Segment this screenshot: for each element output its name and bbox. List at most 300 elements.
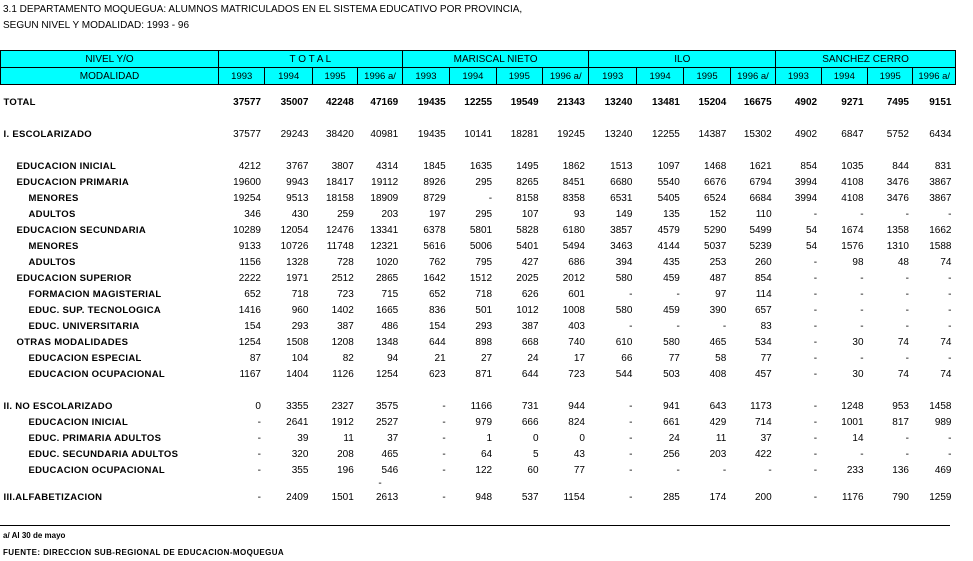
- table-cell: 469: [934, 464, 952, 476]
- table-cell: 0: [255, 400, 261, 412]
- table-cell: 3994: [794, 176, 818, 188]
- table-cell: 74: [940, 336, 952, 348]
- table-cell: 723: [337, 288, 354, 300]
- table-cell: 14387: [698, 128, 727, 140]
- table-cell: 2512: [331, 272, 354, 284]
- table-cell: -: [813, 336, 818, 348]
- table-cell: 831: [934, 160, 952, 172]
- table-subtitle: SEGUN NIVEL Y MODALIDAD: 1993 - 96: [3, 20, 190, 31]
- table-cell: 233: [846, 464, 864, 476]
- table-cell: 652: [428, 288, 446, 300]
- table-cell: -: [676, 464, 680, 476]
- row-label: EDUCACION PRIMARIA: [16, 176, 130, 188]
- header-group-ilo: ILO: [589, 51, 776, 68]
- table-cell: -: [948, 272, 952, 284]
- table-cell: 844: [892, 160, 909, 172]
- table-cell: -: [813, 304, 818, 316]
- table-cell: 136: [892, 464, 909, 476]
- table-cell: 6680: [610, 176, 633, 188]
- table-cell: 11748: [326, 240, 354, 252]
- table-cell: 4314: [375, 160, 399, 172]
- table-cell: 643: [709, 400, 727, 412]
- table-cell: -: [676, 288, 680, 300]
- table-cell: 6524: [704, 192, 727, 204]
- table-cell: -: [905, 272, 909, 284]
- table-row: [1, 206, 956, 222]
- table-cell: 5037: [704, 240, 727, 252]
- table-cell: 8158: [516, 192, 539, 204]
- table-cell: 77: [760, 352, 772, 364]
- table-row: [1, 254, 956, 270]
- table-cell: 1512: [469, 272, 493, 284]
- table-cell: 394: [615, 256, 633, 268]
- row-label: EDUCACION OCUPACIONAL: [28, 464, 165, 476]
- table-cell: 12255: [652, 128, 680, 140]
- table-cell: -: [813, 416, 818, 428]
- table-cell: -: [905, 208, 909, 220]
- table-cell: 898: [475, 336, 493, 348]
- table-cell: 387: [337, 320, 354, 332]
- header-year: 1995: [868, 68, 913, 85]
- table-row: [1, 126, 956, 142]
- table-cell: 4108: [841, 176, 864, 188]
- table-cell: 668: [521, 336, 539, 348]
- table-row: [1, 366, 956, 382]
- table-cell: -: [905, 304, 909, 316]
- table-cell: -: [905, 288, 909, 300]
- header-year: 1993: [219, 68, 265, 85]
- table-cell: -: [257, 491, 261, 503]
- table-cell: 74: [940, 256, 952, 268]
- table-cell: 546: [381, 464, 399, 476]
- table-cell: 8265: [516, 176, 539, 188]
- table-cell: 295: [475, 176, 493, 188]
- table-cell: 18417: [326, 176, 354, 188]
- table-cell: 47169: [370, 96, 399, 108]
- table-cell: 652: [244, 288, 261, 300]
- table-cell: -: [722, 464, 727, 476]
- table-cell: 12255: [464, 96, 493, 108]
- table-row: [1, 334, 956, 350]
- table-cell: 1495: [516, 160, 539, 172]
- table-cell: 1328: [286, 256, 309, 268]
- table-cell: 2409: [286, 491, 309, 503]
- table-cell: -: [676, 320, 680, 332]
- header-year: 1995: [684, 68, 730, 85]
- table-cell: 87: [249, 352, 261, 364]
- table-cell: 37577: [233, 128, 261, 140]
- table-cell: 1971: [286, 272, 309, 284]
- table-cell: 6684: [749, 192, 772, 204]
- table-cell: -: [813, 432, 818, 444]
- table-body: [1, 85, 956, 506]
- table-cell: 197: [428, 208, 446, 220]
- table-cell: -: [813, 208, 818, 220]
- table-row: [1, 398, 956, 414]
- table-cell: 54: [805, 224, 818, 236]
- table-cell: 152: [709, 208, 727, 220]
- table-cell: 3994: [794, 192, 818, 204]
- table-cell: 12321: [370, 240, 399, 252]
- table-cell: 19435: [417, 96, 446, 108]
- table-cell: 14: [852, 432, 864, 444]
- table-cell: 293: [475, 320, 493, 332]
- table-cell: 427: [521, 256, 539, 268]
- table-cell: 390: [709, 304, 727, 316]
- table-cell: 114: [755, 288, 772, 300]
- table-cell: 19245: [557, 128, 585, 140]
- row-label: TOTAL: [3, 96, 36, 108]
- table-cell: 74: [897, 336, 909, 348]
- table-cell: 16675: [743, 96, 772, 108]
- table-cell: 10289: [233, 224, 261, 236]
- table-cell: -: [442, 400, 446, 412]
- table-cell: -: [629, 400, 633, 412]
- table-cell: -: [948, 352, 952, 364]
- table-cell: -: [257, 432, 261, 444]
- table-row: [1, 302, 956, 318]
- table-cell: 21: [434, 352, 446, 364]
- table-cell: 601: [568, 288, 585, 300]
- table-row: [1, 446, 956, 462]
- spacer-row: [1, 85, 956, 95]
- header-nivel: NIVEL Y/O: [1, 51, 219, 68]
- table-cell: -: [488, 192, 493, 204]
- table-cell: 5494: [562, 240, 585, 252]
- table-cell: 1167: [239, 368, 261, 380]
- table-cell: 686: [568, 256, 585, 268]
- table-cell: 501: [475, 304, 493, 316]
- table-cell: 610: [615, 336, 633, 348]
- table-cell: 97: [715, 288, 727, 300]
- table-cell: 9151: [929, 96, 952, 108]
- table-cell: 11: [715, 432, 727, 444]
- table-cell: 989: [934, 416, 952, 428]
- table-cell: 9513: [286, 192, 309, 204]
- table-cell: 5: [532, 448, 539, 460]
- table-cell: -: [860, 320, 864, 332]
- table-cell: 2527: [375, 416, 399, 428]
- table-cell: 203: [381, 208, 399, 220]
- table-cell: 19600: [233, 176, 261, 188]
- table-cell: 77: [668, 352, 680, 364]
- table-cell: 13481: [652, 96, 680, 108]
- table-cell: 4144: [657, 240, 680, 252]
- header-year: 1996 a/: [730, 68, 775, 85]
- table-cell: 74: [940, 368, 952, 380]
- table-cell: 580: [663, 336, 680, 348]
- table-cell: 3463: [610, 240, 633, 252]
- table-cell: -: [257, 464, 261, 476]
- source-note: FUENTE: DIRECCION SUB-REGIONAL DE EDUCACION-MOQUEGUA: [3, 548, 285, 557]
- table-cell: 1001: [841, 416, 864, 428]
- table-cell: 3355: [286, 400, 309, 412]
- table-cell: -: [629, 432, 633, 444]
- table-cell: 60: [527, 464, 539, 476]
- table-row: [1, 238, 956, 254]
- table-cell: 9271: [841, 96, 864, 108]
- table-cell: 24: [527, 352, 539, 364]
- header-year: 1993: [776, 68, 821, 85]
- table-row: [1, 190, 956, 206]
- table-cell: 260: [755, 256, 772, 268]
- table-cell: 1008: [562, 304, 585, 316]
- table-cell: -: [905, 320, 909, 332]
- table-cell: 8729: [423, 192, 446, 204]
- table-cell: 465: [709, 336, 727, 348]
- table-cell: 8926: [423, 176, 446, 188]
- table-cell: 1097: [657, 160, 680, 172]
- table-cell: 854: [755, 272, 772, 284]
- table-cell: 387: [521, 320, 539, 332]
- table-cell: 3476: [886, 176, 909, 188]
- table-cell: -: [948, 432, 952, 444]
- table-cell: 4108: [841, 192, 864, 204]
- table-cell: 1254: [375, 368, 399, 380]
- table-cell: 154: [244, 320, 261, 332]
- table-cell: 5752: [886, 128, 909, 140]
- table-cell: 94: [387, 352, 399, 364]
- header-group-total: T O T A L: [219, 51, 403, 68]
- table-cell: 817: [892, 416, 909, 428]
- table-cell: -: [442, 432, 446, 444]
- table-cell: 5540: [657, 176, 680, 188]
- table-cell: 4579: [657, 224, 680, 236]
- table-cell: 1416: [238, 304, 261, 316]
- table-cell: 149: [615, 208, 633, 220]
- row-label: I. ESCOLARIZADO: [3, 128, 92, 140]
- table-row: [1, 286, 956, 302]
- table-cell: 1662: [929, 224, 952, 236]
- table-cell: 5828: [516, 224, 539, 236]
- table-cell: 13240: [604, 128, 633, 140]
- header-year: 1994: [636, 68, 683, 85]
- table-cell: 5616: [423, 240, 446, 252]
- table-cell: 871: [475, 368, 493, 380]
- table-cell: 657: [755, 304, 772, 316]
- table-cell: 944: [568, 400, 585, 412]
- table-cell: 429: [709, 416, 727, 428]
- row-label: EDUCACION SECUNDARIA: [16, 224, 147, 236]
- table-cell: -: [860, 208, 864, 220]
- table-cell: 83: [760, 320, 772, 332]
- table-cell: 714: [755, 416, 772, 428]
- table-cell: 203: [709, 448, 727, 460]
- table-cell: 836: [428, 304, 446, 316]
- table-cell: 9943: [286, 176, 309, 188]
- table-cell: -: [905, 432, 909, 444]
- table-cell: 135: [663, 208, 680, 220]
- table-cell: 5401: [516, 240, 539, 252]
- row-label: EDUC. UNIVERSITARIA: [28, 320, 140, 332]
- header-group-mariscal-nieto: MARISCAL NIETO: [402, 51, 589, 68]
- table-cell: -: [813, 288, 818, 300]
- table-cell: 37: [760, 432, 772, 444]
- table-cell: 740: [568, 336, 585, 348]
- table-cell: -: [813, 368, 818, 380]
- table-cell: -: [442, 464, 446, 476]
- table-cell: 790: [892, 491, 909, 503]
- table-cell: 54: [805, 240, 818, 252]
- table-cell: 0: [532, 432, 539, 444]
- table-cell: 731: [521, 400, 539, 412]
- table-cell: 93: [573, 208, 585, 220]
- table-cell: -: [860, 448, 864, 460]
- table-cell: 196: [337, 464, 354, 476]
- header-modalidad: MODALIDAD: [1, 68, 219, 85]
- stray-mark-row: [1, 478, 956, 489]
- table-cell: 19549: [510, 96, 539, 108]
- table-cell: 718: [291, 288, 309, 300]
- table-cell: 4902: [794, 96, 818, 108]
- table-cell: 48: [897, 256, 909, 268]
- table-cell: 11: [343, 432, 354, 444]
- row-label: EDUC. SECUNDARIA ADULTOS: [28, 448, 179, 460]
- table-cell: 435: [663, 256, 680, 268]
- table-cell: 1020: [375, 256, 399, 268]
- table-cell: 0: [579, 432, 585, 444]
- table-cell: 154: [428, 320, 446, 332]
- row-label: EDUCACION INICIAL: [16, 160, 117, 172]
- header-year: 1993: [589, 68, 636, 85]
- table-cell: 35007: [280, 96, 309, 108]
- table-cell: 30: [852, 368, 864, 380]
- header-row-groups: [1, 51, 956, 68]
- table-cell: 1: [486, 432, 493, 444]
- table-cell: 666: [521, 416, 539, 428]
- table-cell: 1154: [563, 491, 585, 503]
- table-cell: -: [948, 320, 952, 332]
- table-cell: 208: [337, 448, 354, 460]
- row-label: MENORES: [28, 240, 79, 252]
- row-label: OTRAS MODALIDADES: [16, 336, 129, 348]
- header-year: 1994: [450, 68, 496, 85]
- table-cell: 1254: [238, 336, 261, 348]
- table-cell: 430: [291, 208, 309, 220]
- table-cell: 1035: [841, 160, 864, 172]
- table-cell: 5006: [469, 240, 493, 252]
- table-cell: 18158: [326, 192, 354, 204]
- table-cell: 5239: [749, 240, 772, 252]
- table-cell: 1642: [423, 272, 446, 284]
- table-cell: 644: [521, 368, 539, 380]
- table-cell: 38420: [326, 128, 354, 140]
- table-cell: 3867: [929, 192, 952, 204]
- table-cell: 12476: [326, 224, 354, 236]
- table-cell: 718: [475, 288, 493, 300]
- table-cell: 1208: [331, 336, 354, 348]
- table-cell: 74: [897, 368, 909, 380]
- table-cell: 2865: [375, 272, 399, 284]
- table-cell: 1621: [749, 160, 772, 172]
- table-cell: 12054: [280, 224, 309, 236]
- table-cell: 17: [573, 352, 585, 364]
- table-cell: 15302: [743, 128, 772, 140]
- table-cell: 1012: [516, 304, 539, 316]
- table-cell: 13240: [604, 96, 633, 108]
- table-cell: 626: [521, 288, 539, 300]
- table-cell: 15204: [698, 96, 727, 108]
- table-cell: 1508: [286, 336, 309, 348]
- table-cell: 19254: [233, 192, 261, 204]
- table-row: [1, 462, 956, 478]
- row-label: II. NO ESCOLARIZADO: [3, 400, 113, 412]
- table-cell: 1166: [470, 400, 493, 412]
- table-cell: 723: [568, 368, 585, 380]
- table-cell: 9133: [238, 240, 261, 252]
- table-cell: 487: [709, 272, 727, 284]
- table-cell: 537: [521, 491, 539, 503]
- table-cell: 6180: [562, 224, 585, 236]
- table-cell: 2613: [375, 491, 399, 503]
- table-cell: 104: [291, 352, 309, 364]
- table-cell: 953: [892, 400, 909, 412]
- table-cell: 40981: [370, 128, 399, 140]
- spacer-row: [1, 110, 956, 126]
- table-cell: -: [629, 491, 633, 503]
- table-cell: 2025: [516, 272, 539, 284]
- header-year: 1996 a/: [358, 68, 402, 85]
- row-label: EDUCACION ESPECIAL: [28, 352, 142, 364]
- table-cell: -: [442, 416, 446, 428]
- table-row: [1, 270, 956, 286]
- row-label: ADULTOS: [28, 208, 76, 220]
- table-cell: 795: [475, 256, 493, 268]
- table-cell: 6378: [423, 224, 446, 236]
- table-cell: 6794: [749, 176, 772, 188]
- table-cell: 3575: [375, 400, 399, 412]
- row-label: EDUCACION SUPERIOR: [16, 272, 132, 284]
- table-cell: 1402: [331, 304, 354, 316]
- table-cell: 66: [621, 352, 633, 364]
- table-cell: 580: [615, 304, 633, 316]
- table-cell: 37577: [233, 96, 261, 108]
- table-cell: 29243: [280, 128, 309, 140]
- table-cell: 854: [800, 160, 818, 172]
- row-label: ADULTOS: [28, 256, 76, 268]
- header-year: 1994: [821, 68, 867, 85]
- table-cell: 544: [615, 368, 633, 380]
- row-label: FORMACION MAGISTERIAL: [28, 288, 162, 300]
- table-cell: -: [905, 448, 909, 460]
- table-cell: 5499: [749, 224, 772, 236]
- table-cell: 661: [663, 416, 680, 428]
- table-cell: 1259: [929, 491, 952, 503]
- table-cell: 320: [291, 448, 309, 460]
- table-cell: 259: [337, 208, 354, 220]
- header-year: 1996 a/: [543, 68, 589, 85]
- table-row: [1, 489, 956, 505]
- table-cell: 1348: [375, 336, 399, 348]
- table-cell: -: [629, 464, 633, 476]
- table-cell: -: [948, 208, 952, 220]
- table-cell: -: [860, 272, 864, 284]
- stray-dash: -: [378, 478, 382, 489]
- table-cell: 37: [387, 432, 399, 444]
- table-cell: -: [768, 464, 772, 476]
- table-cell: -: [257, 448, 261, 460]
- table-cell: 1176: [842, 491, 864, 503]
- table-cell: 1173: [750, 400, 772, 412]
- table-row: [1, 430, 956, 446]
- table-cell: -: [257, 416, 261, 428]
- table-cell: 64: [480, 448, 493, 460]
- table-cell: 459: [663, 272, 680, 284]
- row-label: EDUC. SUP. TECNOLOGICA: [28, 304, 162, 316]
- table-cell: 98: [852, 256, 864, 268]
- table-cell: 5801: [469, 224, 493, 236]
- table-cell: 6676: [704, 176, 727, 188]
